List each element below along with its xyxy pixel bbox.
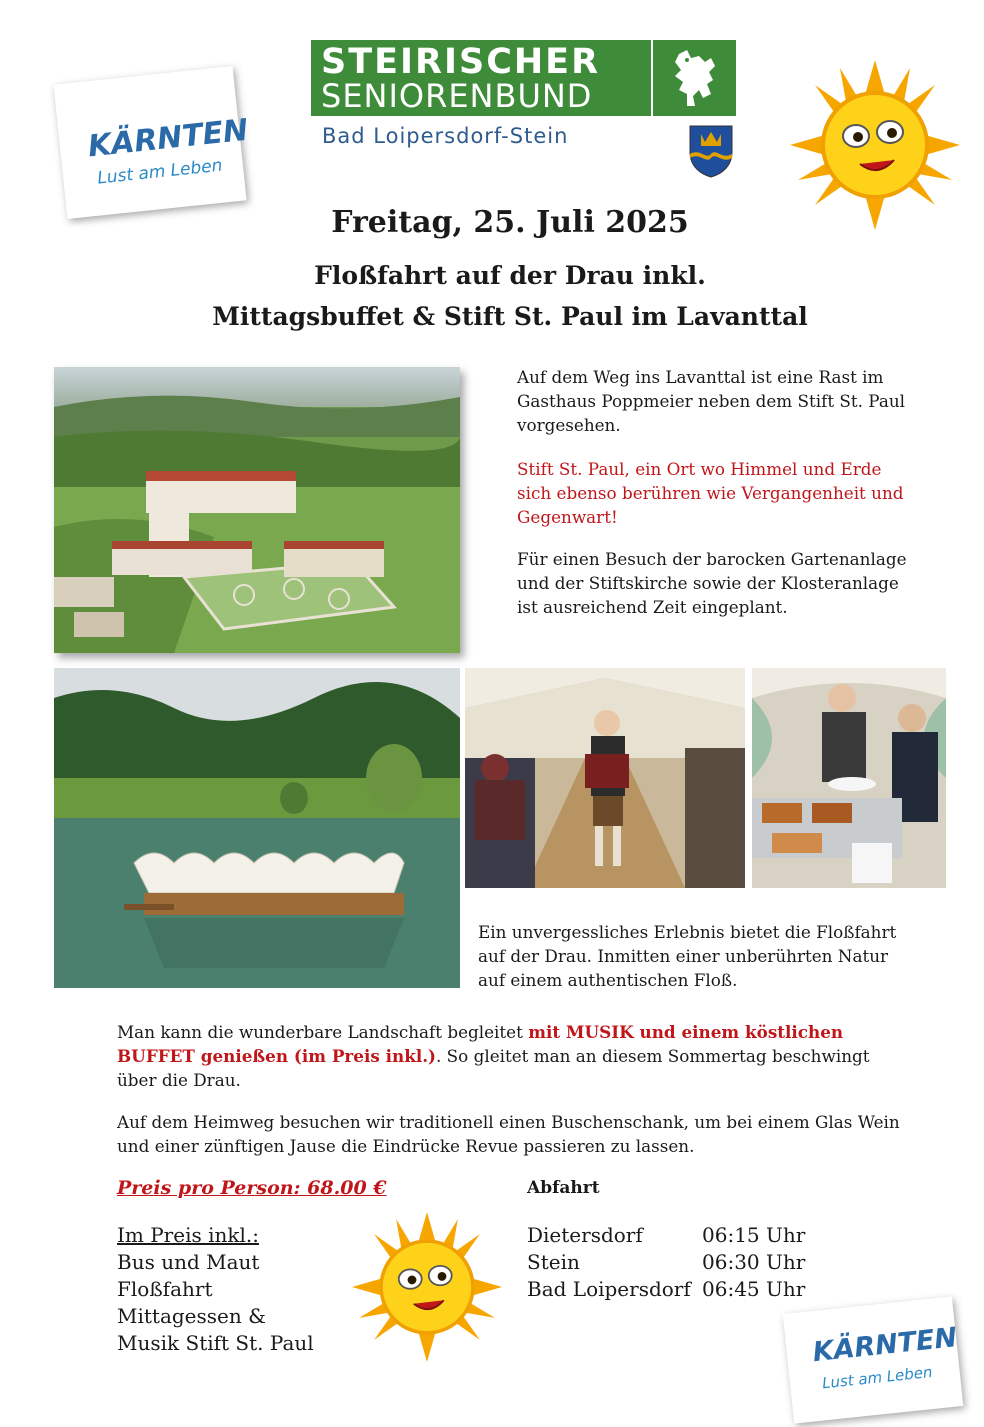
event-title-line-2: Mittagsbuffet & Stift St. Paul im Lavanttal [212, 302, 808, 331]
seniorenbund-logo [311, 40, 736, 116]
music-text-end: . So gleitet man an diesem Sommertag beschwingt über die Drau. [117, 1046, 870, 1090]
buffet-photo [752, 668, 946, 888]
kaernten-slogan: Lust am Leben [96, 155, 224, 189]
stift-st-paul-photo [54, 367, 460, 653]
intro-paragraph: Auf dem Weg ins Lavanttal ist eine Rast im Gasthaus Poppmeier neben dem Stift St. Paul vorgesehen. [517, 367, 906, 435]
included-item: Bus und Maut [117, 1250, 260, 1274]
price-per-person: Preis pro Person: 68.00 € [117, 1177, 387, 1199]
departure-row [527, 1249, 805, 1276]
departure-table [527, 1222, 805, 1303]
included-item: Musik Stift St. Paul [117, 1331, 314, 1355]
kaernten-logo [783, 1296, 964, 1423]
event-title-line-1: Floßfahrt auf der Drau inkl. [314, 261, 706, 290]
departure-heading: Abfahrt [527, 1178, 600, 1198]
departure-place: Bad Loipersdorf [527, 1277, 691, 1301]
raft-photo [54, 668, 460, 988]
stift-quote-paragraph: Stift St. Paul, ein Ort wo Himmel und Erde sich ebenso berühren wie Vergangenheit und Gegenwart! [517, 459, 904, 527]
musician-photo [465, 668, 745, 888]
homeway-paragraph: Auf dem Heimweg besuchen wir traditionell einen Buschenschank, um bei einem Glas Wein und einer zünftigen Jause die Eindrücke Revue passieren zu lassen. [117, 1112, 900, 1156]
sun-icon [352, 1212, 502, 1362]
panther-icon [651, 40, 736, 116]
included-item: Floßfahrt [117, 1277, 213, 1301]
departure-time: 06:45 Uhr [702, 1277, 806, 1301]
departure-row [527, 1222, 805, 1249]
logo-line-2: SENIORENBUND [321, 77, 593, 115]
departure-place: Dietersdorf [527, 1223, 643, 1247]
departure-place: Stein [527, 1250, 580, 1274]
kaernten-logo [53, 66, 250, 219]
included-list [117, 1222, 314, 1357]
municipal-crest-icon [688, 124, 734, 178]
visit-paragraph: Für einen Besuch der barocken Gartenanlage und der Stiftskirche sowie der Klosteranlage ist ausreichend Zeit eingeplant. [517, 549, 907, 617]
kaernten-slogan: Lust am Leben [821, 1362, 934, 1393]
logo-subtitle: Bad Loipersdorf-Stein [322, 124, 569, 148]
music-text-start: Man kann die wunderbare Landschaft begleitet [117, 1022, 529, 1042]
included-heading: Im Preis inkl.: [117, 1223, 259, 1247]
departure-time: 06:30 Uhr [702, 1250, 806, 1274]
event-date: Freitag, 25. Juli 2025 [331, 205, 689, 240]
departure-row [527, 1276, 805, 1303]
kaernten-word: KÄRNTEN [811, 1322, 959, 1369]
raft-paragraph: Ein unvergessliches Erlebnis bietet die Floßfahrt auf der Drau. Inmitten einer unberührten Natur auf einem authentischen Floß. [478, 922, 897, 990]
logo-line-1: STEIRISCHER [321, 42, 601, 82]
departure-time: 06:15 Uhr [702, 1223, 806, 1247]
music-highlight: mit MUSIK und einem köstlichen BUFFET genießen (im Preis inkl.) [117, 1022, 844, 1066]
logo-text-block [311, 40, 651, 116]
included-item: Mittagessen & [117, 1304, 266, 1328]
kaernten-word: KÄRNTEN [86, 112, 250, 165]
music-buffet-paragraph [117, 1020, 907, 1092]
